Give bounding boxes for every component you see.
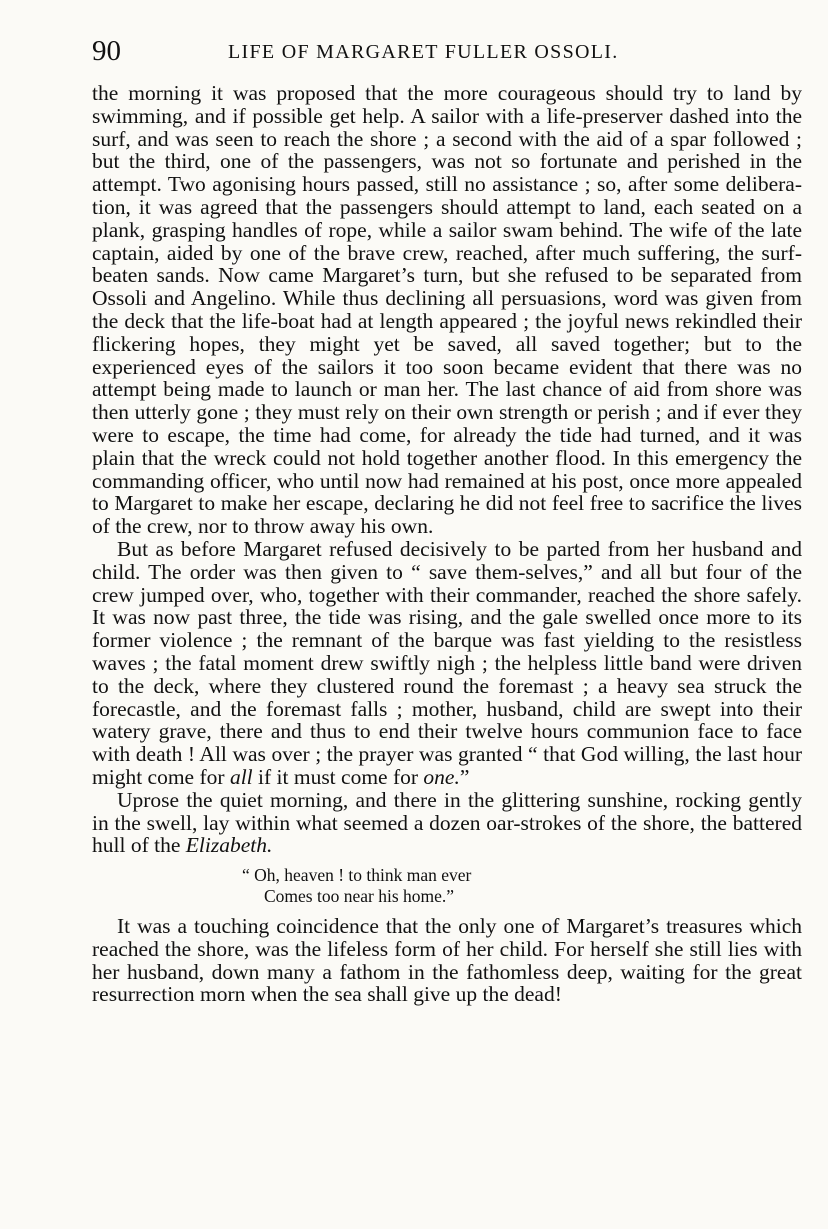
paragraph-2-text-end: ” — [459, 764, 470, 789]
paragraph-4 — [92, 915, 802, 1006]
page-header — [92, 36, 802, 70]
ship-name: Elizabeth. — [185, 833, 273, 858]
quote-line-1: “ Oh, heaven ! to think man ever — [242, 865, 472, 886]
paragraph-3 — [92, 789, 802, 857]
paragraph-1 — [92, 82, 802, 538]
paragraph-2 — [92, 538, 802, 789]
running-head: LIFE OF MARGARET FULLER OSSOLI. — [228, 41, 619, 63]
emphasis-all: all — [229, 764, 253, 789]
paragraph-4-text: It was a touching coincidence that the only one of Margaret’s treasures which reached the shore, was the lifeless form of her child. For herself she still lies with her husband, down many a fathom in the fathomless deep, waiting for the great resurrection morn when the sea shall give up the dead! — [92, 914, 802, 1007]
paragraph-1-text: the morning it was proposed that the more courageous should try to land by swimming, and if possible get help. A sailor with a life-preserver dashed into the surf, and was seen to reach the shore ; a second with the aid of a spar followed ; but the third, one of the passengers, was not so fortunate and perished in the attempt. Two agonising hours passed, still no assistance ; so, after some delibera-tion, it was agreed that the passengers should attempt to land, each seated on a plank, grasping handles of rope, while a sailor swam behind. The wife of the late captain, aided by one of the brave crew, reached, after much suffering, the surf-beaten sands. Now came Margaret’s turn, but she refused to be separated from Ossoli and Angelino. While thus declining all persuasions, word was given from the deck that the life-boat had at length appeared ; the joyful news rekindled their flickering hopes, they might yet be saved, all saved together; but to the experienced eyes of the sailors it too soon became evident that there was no attempt being made to launch or man her. The last chance of aid from shore was then utterly gone ; they must rely on their own strength or perish ; and if ever they were to escape, the time had come, for already the tide had turned, and it was plain that the wreck could not hold together another flood. In this emergency the commanding officer, who until now had remained at his post, once more appealed to Margaret to make her escape, declaring he did not feel free to sacrifice the lives of the crew, nor to throw away his own. — [92, 81, 802, 539]
paragraph-2-text: But as before Margaret refused decisively to be parted from her husband and child. The order was then given to “ save them-selves,” and all but four of the crew jumped over, who, together with their commander, reached the shore safely. It was now past three, the tide was rising, and the gale swelled once more to its former violence ; the remnant of the barque was fast yielding to the resistless waves ; the fatal moment drew swiftly nigh ; the helpless little band were driven to the deck, where they clustered round the foremast ; a heavy sea struck the forecastle, and the foremast falls ; mother, husband, child are swept into their watery grave, there and thus to end their twelve hours communion face to face with death ! All was over ; the prayer was granted “ that God willing, the last hour might come for — [92, 536, 802, 789]
page-number: 90 — [92, 35, 121, 67]
paragraph-3-text: Uprose the quiet morning, and there in the glittering sunshine, rocking gently in the swell, lay within what seemed a dozen oar-strokes of the shore, the battered hull of the — [92, 787, 802, 858]
verse-quote — [242, 865, 802, 907]
emphasis-one: one. — [423, 764, 460, 789]
quote-line-2: Comes too near his home.” — [264, 886, 455, 907]
paragraph-2-text-mid: if it must come for — [252, 764, 424, 789]
body-text — [92, 82, 802, 1006]
